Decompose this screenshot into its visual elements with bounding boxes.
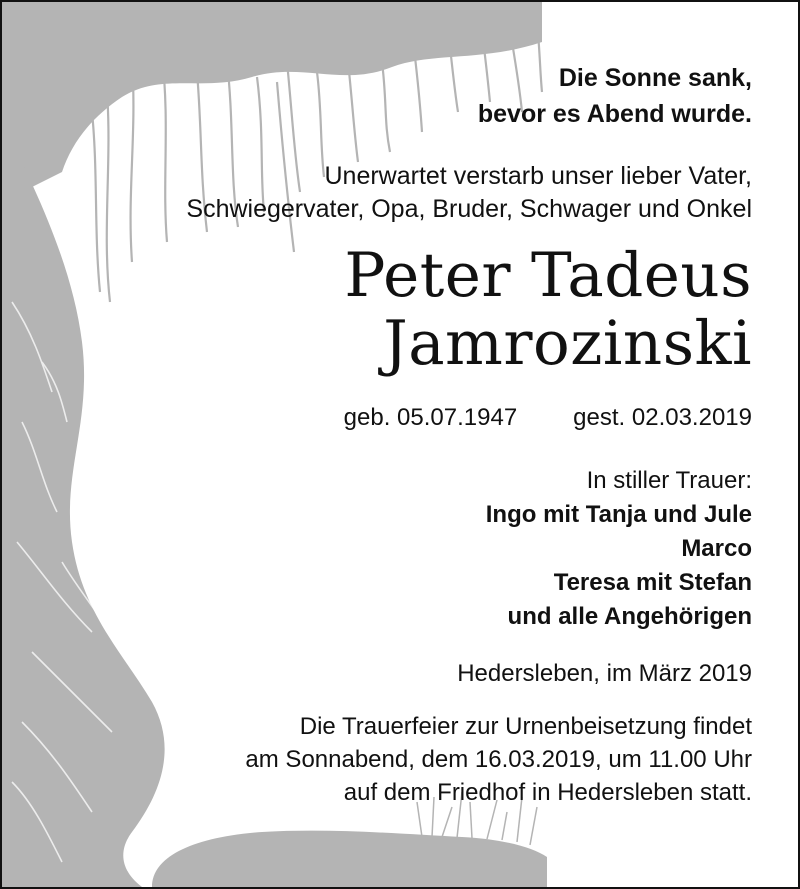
quote-line: bevor es Abend wurde. <box>477 100 752 128</box>
birth-date: geb. 05.07.1947 <box>343 404 518 431</box>
announcement-intro <box>186 160 752 226</box>
deceased-first-names: Peter Tadeus <box>344 240 752 311</box>
service-line: auf dem Friedhof in Hedersleben statt. <box>343 779 752 806</box>
service-line: am Sonnabend, dem 16.03.2019, um 11.00 Uhr <box>245 746 752 773</box>
quote-line: Die Sonne sank, <box>558 64 752 92</box>
mourner-name: Marco <box>681 535 752 562</box>
service-line: Die Trauerfeier zur Urnenbeisetzung findet <box>299 713 752 740</box>
deceased-name <box>344 242 752 378</box>
mourners-heading: In stiller Trauer: <box>586 467 752 494</box>
deceased-surname: Jamrozinski <box>383 308 752 379</box>
mourner-name: Teresa mit Stefan <box>553 569 752 596</box>
death-date: gest. 02.03.2019 <box>573 404 752 431</box>
life-dates <box>344 402 752 434</box>
mourner-name: Ingo mit Tanja und Jule <box>485 501 752 528</box>
mourner-name: und alle Angehörigen <box>507 603 752 630</box>
place-and-date <box>457 658 752 690</box>
epigraph-quote <box>478 60 752 132</box>
intro-line: Schwiegervater, Opa, Bruder, Schwager und Onkel <box>186 195 752 223</box>
funeral-service-info <box>245 710 752 809</box>
mourners-block <box>486 464 752 634</box>
place-date-line: Hedersleben, im März 2019 <box>457 660 752 687</box>
intro-line: Unerwartet verstarb unser lieber Vater, <box>324 162 752 190</box>
